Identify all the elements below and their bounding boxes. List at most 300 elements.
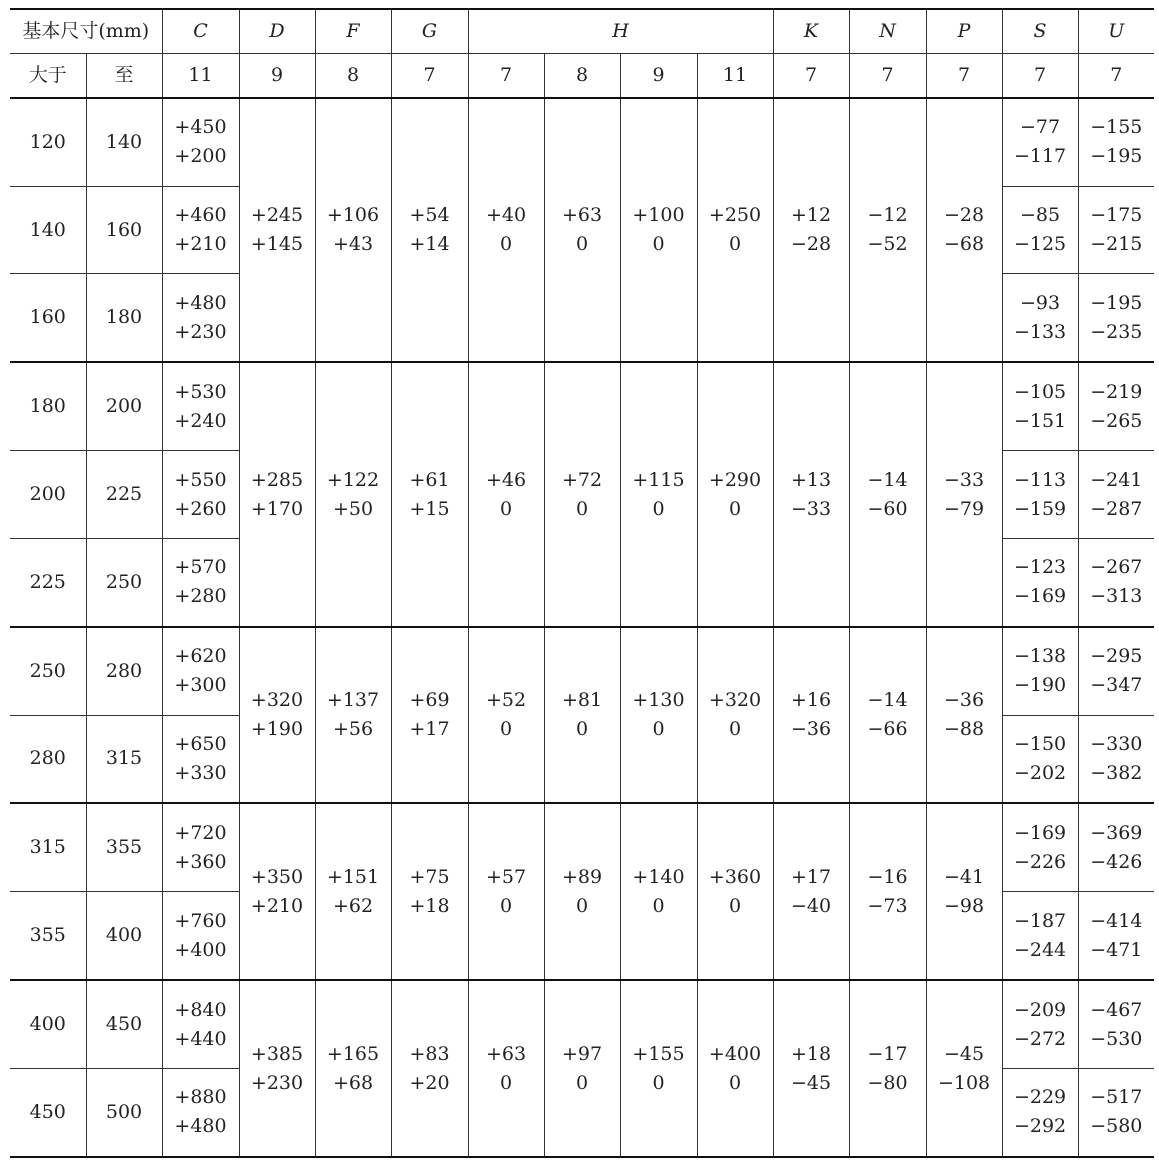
s-tolerance — [1002, 274, 1078, 362]
c-tolerance-lower: +400 — [174, 938, 227, 961]
f-tolerance-lower: +43 — [332, 233, 374, 256]
col-header-k: K — [773, 9, 849, 54]
c-tolerance-lower: +480 — [174, 1115, 227, 1138]
h11-tolerance — [697, 980, 773, 1157]
n-tolerance-upper: −16 — [867, 865, 908, 888]
u-tolerance — [1078, 1068, 1154, 1157]
s-tolerance-upper: −113 — [1013, 468, 1067, 491]
p-tolerance-upper: −41 — [943, 865, 985, 888]
h7-tolerance — [468, 362, 544, 626]
col-header-f: F — [315, 9, 391, 54]
h8-tolerance-lower: 0 — [575, 233, 589, 256]
to-header: 至 — [86, 54, 162, 99]
d-tolerance-lower: +210 — [250, 894, 304, 917]
h8-tolerance — [544, 980, 620, 1157]
p-tolerance-lower: −79 — [943, 497, 985, 520]
grade-header: 11 — [162, 54, 239, 99]
c-tolerance-upper: +760 — [174, 909, 227, 932]
c-tolerance — [162, 892, 239, 980]
g-tolerance-lower: +20 — [409, 1071, 450, 1094]
s-tolerance-lower: −169 — [1013, 585, 1067, 608]
c-tolerance — [162, 715, 239, 803]
h11-tolerance — [697, 362, 773, 626]
col-header-u: U — [1078, 9, 1154, 54]
col-header-g: G — [391, 9, 468, 54]
k-tolerance — [773, 98, 849, 362]
u-tolerance — [1078, 186, 1154, 274]
col-header-d: D — [239, 9, 315, 54]
g-tolerance — [391, 98, 468, 362]
h8-tolerance — [544, 362, 620, 626]
d-tolerance — [239, 980, 315, 1157]
f-tolerance — [315, 803, 391, 980]
col-header-h: H — [468, 9, 773, 54]
h8-tolerance-lower: 0 — [575, 1071, 589, 1094]
s-tolerance — [1002, 627, 1078, 715]
u-tolerance — [1078, 362, 1154, 450]
h9-tolerance — [620, 627, 697, 804]
h9-tolerance-lower: 0 — [652, 497, 665, 520]
p-tolerance-lower: −108 — [937, 1071, 991, 1094]
f-tolerance-upper: +106 — [326, 204, 380, 227]
p-tolerance — [926, 627, 1002, 804]
u-tolerance — [1078, 892, 1154, 980]
size-to: 500 — [86, 1068, 162, 1157]
d-tolerance — [239, 362, 315, 626]
s-tolerance — [1002, 186, 1078, 274]
table-row — [10, 362, 1154, 450]
u-tolerance — [1078, 538, 1154, 626]
h11-tolerance-upper: +360 — [708, 865, 762, 888]
u-tolerance — [1078, 98, 1154, 186]
u-tolerance-upper: −175 — [1090, 204, 1143, 227]
s-tolerance — [1002, 803, 1078, 891]
h9-tolerance-upper: +155 — [632, 1042, 685, 1065]
table-row — [10, 803, 1154, 891]
h11-tolerance-lower: 0 — [728, 894, 742, 917]
s-tolerance-lower: −226 — [1013, 850, 1067, 873]
h9-tolerance — [620, 362, 697, 626]
col-header-p: P — [926, 9, 1002, 54]
u-tolerance — [1078, 274, 1154, 362]
h8-tolerance-lower: 0 — [575, 718, 589, 741]
d-tolerance-lower: +170 — [250, 497, 304, 520]
c-tolerance — [162, 186, 239, 274]
d-tolerance — [239, 803, 315, 980]
u-tolerance-upper: −330 — [1090, 732, 1143, 755]
grade-header: 7 — [773, 54, 849, 99]
h7-tolerance-upper: +63 — [485, 1042, 527, 1065]
c-tolerance-upper: +720 — [174, 821, 227, 844]
h9-tolerance — [620, 980, 697, 1157]
d-tolerance — [239, 627, 315, 804]
col-header-n: N — [849, 9, 926, 54]
basic-size-header: 基本尺寸(mm) — [10, 9, 162, 54]
f-tolerance-upper: +122 — [326, 468, 380, 491]
h11-tolerance-upper: +290 — [708, 468, 762, 491]
h8-tolerance — [544, 803, 620, 980]
size-over: 225 — [10, 538, 86, 626]
p-tolerance-upper: −45 — [943, 1042, 985, 1065]
k-tolerance — [773, 803, 849, 980]
s-tolerance-upper: −229 — [1013, 1086, 1067, 1109]
s-tolerance-lower: −190 — [1013, 674, 1067, 697]
u-tolerance-lower: −195 — [1090, 145, 1143, 168]
c-tolerance-lower: +240 — [174, 409, 227, 432]
c-tolerance — [162, 538, 239, 626]
u-tolerance-upper: −369 — [1090, 821, 1143, 844]
grade-header: 8 — [315, 54, 391, 99]
f-tolerance-lower: +62 — [332, 894, 374, 917]
c-tolerance-upper: +480 — [174, 291, 227, 314]
grade-header: 11 — [697, 54, 773, 99]
n-tolerance-upper: −12 — [867, 204, 908, 227]
u-tolerance-upper: −467 — [1090, 998, 1143, 1021]
c-tolerance-upper: +450 — [174, 116, 227, 139]
n-tolerance-lower: −80 — [867, 1071, 908, 1094]
u-tolerance-lower: −426 — [1090, 850, 1143, 873]
grade-header: 7 — [1078, 54, 1154, 99]
g-tolerance — [391, 803, 468, 980]
u-tolerance — [1078, 715, 1154, 803]
size-over: 140 — [10, 186, 86, 274]
s-tolerance-upper: −209 — [1013, 998, 1067, 1021]
c-tolerance-upper: +460 — [174, 204, 227, 227]
h7-tolerance-upper: +46 — [485, 468, 527, 491]
g-tolerance-lower: +14 — [409, 233, 450, 256]
h11-tolerance-lower: 0 — [728, 497, 742, 520]
c-tolerance-upper: +650 — [174, 732, 227, 755]
h8-tolerance-lower: 0 — [575, 894, 589, 917]
d-tolerance-lower: +190 — [250, 718, 304, 741]
s-tolerance-lower: −151 — [1013, 409, 1067, 432]
h11-tolerance-lower: 0 — [728, 1071, 742, 1094]
size-to: 140 — [86, 98, 162, 186]
p-tolerance-upper: −36 — [943, 689, 985, 712]
c-tolerance-upper: +840 — [174, 998, 227, 1021]
h7-tolerance-lower: 0 — [499, 1071, 513, 1094]
g-tolerance — [391, 362, 468, 626]
h8-tolerance-upper: +63 — [561, 204, 603, 227]
c-tolerance — [162, 1068, 239, 1157]
h7-tolerance — [468, 98, 544, 362]
c-tolerance-lower: +440 — [174, 1027, 227, 1050]
d-tolerance-lower: +145 — [250, 233, 304, 256]
g-tolerance-lower: +18 — [409, 894, 450, 917]
g-tolerance-upper: +54 — [409, 204, 450, 227]
size-to: 250 — [86, 538, 162, 626]
u-tolerance-lower: −347 — [1090, 674, 1143, 697]
size-to: 450 — [86, 980, 162, 1068]
h9-tolerance — [620, 803, 697, 980]
grade-header: 7 — [926, 54, 1002, 99]
col-header-s: S — [1002, 9, 1078, 54]
size-over: 180 — [10, 362, 86, 450]
grade-header: 9 — [620, 54, 697, 99]
col-header-c: C — [162, 9, 239, 54]
n-tolerance-lower: −66 — [867, 718, 908, 741]
u-tolerance-lower: −530 — [1090, 1027, 1143, 1050]
size-to: 280 — [86, 627, 162, 715]
s-tolerance — [1002, 538, 1078, 626]
h8-tolerance-upper: +97 — [561, 1042, 603, 1065]
k-tolerance — [773, 362, 849, 626]
u-tolerance-upper: −195 — [1090, 291, 1143, 314]
s-tolerance-lower: −133 — [1013, 320, 1067, 343]
c-tolerance — [162, 362, 239, 450]
s-tolerance — [1002, 892, 1078, 980]
n-tolerance — [849, 803, 926, 980]
s-tolerance-lower: −292 — [1013, 1115, 1067, 1138]
h9-tolerance-upper: +100 — [632, 204, 685, 227]
s-tolerance-upper: −123 — [1013, 556, 1067, 579]
k-tolerance-upper: +12 — [790, 204, 832, 227]
size-to: 225 — [86, 451, 162, 539]
k-tolerance-upper: +16 — [790, 689, 832, 712]
h11-tolerance-lower: 0 — [728, 233, 742, 256]
f-tolerance-upper: +165 — [326, 1042, 380, 1065]
u-tolerance-upper: −155 — [1090, 116, 1143, 139]
d-tolerance-upper: +385 — [250, 1042, 304, 1065]
d-tolerance-upper: +350 — [250, 865, 304, 888]
f-tolerance — [315, 362, 391, 626]
k-tolerance — [773, 980, 849, 1157]
u-tolerance-upper: −241 — [1090, 468, 1143, 491]
k-tolerance-lower: −45 — [790, 1071, 832, 1094]
c-tolerance — [162, 627, 239, 715]
s-tolerance — [1002, 451, 1078, 539]
c-tolerance-upper: +550 — [174, 468, 227, 491]
u-tolerance — [1078, 803, 1154, 891]
h7-tolerance-lower: 0 — [499, 233, 513, 256]
n-tolerance-upper: −14 — [867, 468, 908, 491]
c-tolerance-upper: +880 — [174, 1086, 227, 1109]
h7-tolerance-upper: +52 — [485, 689, 527, 712]
c-tolerance — [162, 803, 239, 891]
h9-tolerance-lower: 0 — [652, 1071, 665, 1094]
s-tolerance-upper: −169 — [1013, 821, 1067, 844]
s-tolerance — [1002, 98, 1078, 186]
g-tolerance-upper: +69 — [409, 689, 450, 712]
f-tolerance-lower: +68 — [332, 1071, 374, 1094]
d-tolerance-upper: +245 — [250, 204, 304, 227]
u-tolerance — [1078, 627, 1154, 715]
c-tolerance — [162, 98, 239, 186]
h7-tolerance — [468, 627, 544, 804]
size-to: 180 — [86, 274, 162, 362]
h8-tolerance-upper: +89 — [561, 865, 603, 888]
k-tolerance-lower: −28 — [790, 233, 832, 256]
grade-header: 7 — [1002, 54, 1078, 99]
p-tolerance — [926, 803, 1002, 980]
h11-tolerance — [697, 627, 773, 804]
size-over: 200 — [10, 451, 86, 539]
u-tolerance-upper: −267 — [1090, 556, 1143, 579]
c-tolerance-lower: +260 — [174, 497, 227, 520]
n-tolerance — [849, 627, 926, 804]
s-tolerance-lower: −159 — [1013, 497, 1067, 520]
n-tolerance-lower: −52 — [867, 233, 908, 256]
h9-tolerance-upper: +115 — [632, 468, 685, 491]
s-tolerance-upper: −93 — [1019, 291, 1061, 314]
grade-header: 8 — [544, 54, 620, 99]
f-tolerance — [315, 627, 391, 804]
h7-tolerance-lower: 0 — [499, 718, 513, 741]
n-tolerance-upper: −17 — [867, 1042, 908, 1065]
s-tolerance — [1002, 980, 1078, 1068]
n-tolerance-lower: −73 — [867, 894, 908, 917]
h11-tolerance — [697, 98, 773, 362]
g-tolerance-upper: +75 — [409, 865, 450, 888]
n-tolerance — [849, 362, 926, 626]
k-tolerance-lower: −36 — [790, 718, 832, 741]
p-tolerance-lower: −68 — [943, 233, 985, 256]
c-tolerance-lower: +200 — [174, 145, 227, 168]
k-tolerance-lower: −33 — [790, 497, 832, 520]
table-row — [10, 627, 1154, 715]
c-tolerance — [162, 451, 239, 539]
p-tolerance-lower: −98 — [943, 894, 985, 917]
h8-tolerance — [544, 627, 620, 804]
s-tolerance-upper: −138 — [1013, 645, 1067, 668]
u-tolerance-lower: −471 — [1090, 938, 1143, 961]
h9-tolerance-lower: 0 — [652, 894, 665, 917]
s-tolerance-upper: −85 — [1019, 204, 1061, 227]
h8-tolerance — [544, 98, 620, 362]
s-tolerance-upper: −187 — [1013, 909, 1067, 932]
d-tolerance-upper: +320 — [250, 689, 304, 712]
tolerance-table — [10, 8, 1154, 1158]
c-tolerance-lower: +300 — [174, 674, 227, 697]
size-over: 160 — [10, 274, 86, 362]
f-tolerance-upper: +151 — [326, 865, 380, 888]
k-tolerance — [773, 627, 849, 804]
p-tolerance-lower: −88 — [943, 718, 985, 741]
s-tolerance-lower: −244 — [1013, 938, 1067, 961]
c-tolerance-lower: +360 — [174, 850, 227, 873]
u-tolerance — [1078, 980, 1154, 1068]
g-tolerance-lower: +17 — [409, 718, 450, 741]
f-tolerance — [315, 980, 391, 1157]
s-tolerance-lower: −117 — [1013, 145, 1067, 168]
k-tolerance-upper: +18 — [790, 1042, 832, 1065]
h7-tolerance-lower: 0 — [499, 497, 513, 520]
u-tolerance-lower: −580 — [1090, 1115, 1143, 1138]
size-to: 400 — [86, 892, 162, 980]
c-tolerance — [162, 980, 239, 1068]
h7-tolerance — [468, 803, 544, 980]
h11-tolerance-upper: +320 — [708, 689, 762, 712]
d-tolerance — [239, 98, 315, 362]
u-tolerance-upper: −517 — [1090, 1086, 1143, 1109]
d-tolerance-lower: +230 — [250, 1071, 304, 1094]
h9-tolerance — [620, 98, 697, 362]
grade-header: 7 — [391, 54, 468, 99]
n-tolerance-lower: −60 — [867, 497, 908, 520]
n-tolerance-upper: −14 — [867, 689, 908, 712]
s-tolerance-upper: −77 — [1019, 116, 1061, 139]
size-over: 450 — [10, 1068, 86, 1157]
c-tolerance-lower: +280 — [174, 585, 227, 608]
u-tolerance — [1078, 451, 1154, 539]
size-over: 400 — [10, 980, 86, 1068]
h9-tolerance-lower: 0 — [652, 233, 665, 256]
p-tolerance-upper: −28 — [943, 204, 985, 227]
u-tolerance-upper: −219 — [1090, 380, 1143, 403]
h11-tolerance-upper: +250 — [708, 204, 762, 227]
size-to: 160 — [86, 186, 162, 274]
h11-tolerance — [697, 803, 773, 980]
g-tolerance-upper: +61 — [409, 468, 450, 491]
u-tolerance-lower: −287 — [1090, 497, 1143, 520]
s-tolerance-lower: −202 — [1013, 761, 1067, 784]
h8-tolerance-upper: +81 — [561, 689, 603, 712]
size-to: 355 — [86, 803, 162, 891]
h8-tolerance-lower: 0 — [575, 497, 589, 520]
table-row — [10, 980, 1154, 1068]
d-tolerance-upper: +285 — [250, 468, 304, 491]
s-tolerance-lower: −125 — [1013, 233, 1067, 256]
s-tolerance — [1002, 715, 1078, 803]
p-tolerance — [926, 98, 1002, 362]
u-tolerance-lower: −313 — [1090, 585, 1143, 608]
p-tolerance — [926, 980, 1002, 1157]
k-tolerance-lower: −40 — [790, 894, 832, 917]
u-tolerance-upper: −295 — [1090, 645, 1143, 668]
c-tolerance-upper: +530 — [174, 380, 227, 403]
c-tolerance-lower: +330 — [174, 761, 227, 784]
h9-tolerance-upper: +140 — [632, 865, 685, 888]
grade-header: 7 — [468, 54, 544, 99]
u-tolerance-lower: −382 — [1090, 761, 1143, 784]
c-tolerance-lower: +210 — [174, 233, 227, 256]
u-tolerance-lower: −235 — [1090, 320, 1143, 343]
h9-tolerance-upper: +130 — [632, 689, 685, 712]
f-tolerance-lower: +56 — [332, 718, 374, 741]
p-tolerance-upper: −33 — [943, 468, 985, 491]
s-tolerance — [1002, 362, 1078, 450]
n-tolerance — [849, 98, 926, 362]
g-tolerance — [391, 980, 468, 1157]
u-tolerance-lower: −265 — [1090, 409, 1143, 432]
h11-tolerance-upper: +400 — [708, 1042, 762, 1065]
size-over: 280 — [10, 715, 86, 803]
size-over: 250 — [10, 627, 86, 715]
over-header: 大于 — [10, 54, 86, 99]
h7-tolerance-upper: +40 — [485, 204, 527, 227]
f-tolerance — [315, 98, 391, 362]
u-tolerance-lower: −215 — [1090, 233, 1143, 256]
grade-header: 7 — [849, 54, 926, 99]
h7-tolerance-upper: +57 — [485, 865, 527, 888]
c-tolerance-lower: +230 — [174, 320, 227, 343]
h9-tolerance-lower: 0 — [652, 718, 665, 741]
g-tolerance-lower: +15 — [409, 497, 450, 520]
p-tolerance — [926, 362, 1002, 626]
h7-tolerance-lower: 0 — [499, 894, 513, 917]
n-tolerance — [849, 980, 926, 1157]
s-tolerance — [1002, 1068, 1078, 1157]
size-to: 315 — [86, 715, 162, 803]
u-tolerance-upper: −414 — [1090, 909, 1143, 932]
size-over: 355 — [10, 892, 86, 980]
size-over: 315 — [10, 803, 86, 891]
k-tolerance-upper: +17 — [790, 865, 832, 888]
s-tolerance-upper: −150 — [1013, 732, 1067, 755]
h11-tolerance-lower: 0 — [728, 718, 742, 741]
c-tolerance-upper: +570 — [174, 556, 227, 579]
h8-tolerance-upper: +72 — [561, 468, 603, 491]
